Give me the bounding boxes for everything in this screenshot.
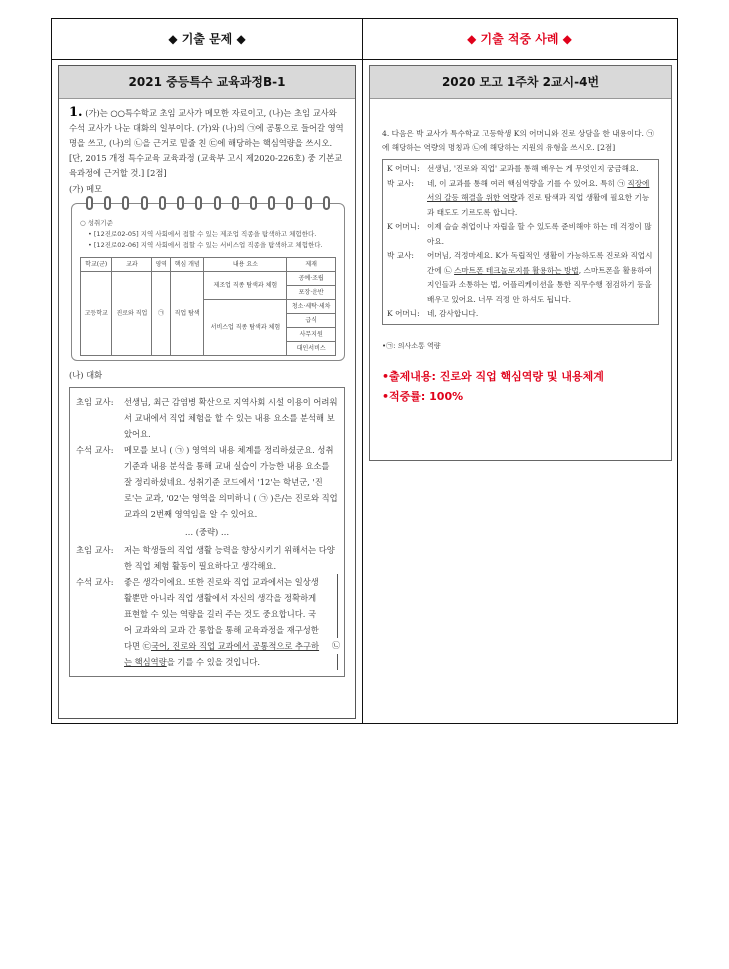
utterance: 선생님, '진로와 직업' 교과를 통해 배우는 게 무엇인지 궁금해요. — [427, 164, 639, 173]
ring-icon — [286, 196, 293, 210]
table-cell-topic: 포장·운반 — [287, 286, 336, 300]
table-cell-school: 고등학교 — [81, 272, 112, 356]
table-cell-topic: 공예·조립 — [287, 272, 336, 286]
memo-label: (가) 메모 — [69, 184, 103, 194]
table-cell-topic: 대인서비스 — [287, 342, 336, 356]
utterance-text: 좋은 생각이에요. 또한 진로와 직업 교과에서는 일상생활뿐만 아니라 직업 생활에서 자신의 생각을 정확하게 표현할 수 있는 역량을 길러 주는 것도 중요합니다. 국어 교과와의 교과 간 통합을 통해 교육과정을 재구성한다면 ㉢ — [124, 577, 319, 651]
content-system-table — [80, 257, 336, 356]
ring-icon — [250, 196, 257, 210]
consultation-dialog — [382, 159, 659, 325]
past-exam-panel — [58, 65, 356, 719]
hit-case-panel — [369, 65, 672, 461]
table-cell-concept: 직업 탐색 — [170, 272, 204, 356]
utterance: 메모를 보니 ( ㉠ ) 영역의 내용 체계를 정리하셨군요. 성취기준과 내용 분석을 통해 교내 실습이 가능한 내용 요소를 잘 정리하셨네요. 성취기준 코드에서 '12'는 학년군, '진로'는 교과, '02'는 영역을 의미하니 ( ㉠ )은/는 진로와 직업 교과의 2번째 영역임을 알 수 있어요. — [124, 445, 338, 519]
dialog-turn — [387, 177, 654, 221]
ring-icon — [232, 196, 239, 210]
dialog-box — [69, 387, 345, 677]
table-header: 영역 — [152, 258, 170, 272]
speaker: 초임 교사: — [76, 397, 114, 407]
header-past-exam: ◆ 기출 문제 ◆ — [168, 32, 246, 46]
bracket-mark: ㉡ — [332, 638, 340, 654]
ring-icon — [104, 196, 111, 210]
utterance-text: 네, 이 교과를 통해 여러 핵심역량을 기를 수 있어요. 특히 ㉠ — [427, 178, 628, 188]
table-header: 내용 요소 — [204, 258, 287, 272]
question-text: (가)는 ○○특수학교 초임 교사가 메모한 자료이고, (나)는 초임 교사와 수석 교사가 나눈 대화의 일부이다. (가)와 (나)의 ㉠에 공통으로 들어갈 영역명을 쓰고, (나)의 ㉡을 근거로 밑줄 친 ㉢에 해당하는 핵심역량을 쓰시오. [단, 2015 개정 특수교육 교육과정 (교육부 고시 제2020-226호) 중 기본교육과정에 근거할 것.] [2점] — [69, 108, 344, 178]
speaker: 박 교사: — [387, 178, 414, 188]
memo-notebook — [71, 203, 345, 361]
header-hit-case: ◆ 기출 적중 사례 ◆ — [467, 32, 572, 46]
utterance-text: , 스마트폰을 활용하여 지인들과 소통하는 법, 어플리케이션을 통한 직무수행 점검하기 등을 배우고 있어요. 너무 걱정 안 하셔도 됩니다. — [427, 265, 652, 304]
answer-note: •㉠: 의사소통 역량 — [382, 341, 441, 350]
ring-icon — [214, 196, 221, 210]
memo-item: • [12진로02-06] 지역 사회에서 접할 수 있는 서비스업 직종을 탐색하고 체험한다. — [88, 241, 323, 249]
table-header: 학교(군) — [81, 258, 112, 272]
table-cell-area: ㉠ — [152, 272, 170, 356]
hit-rate-note: •적중률: 100% — [382, 389, 464, 403]
speaker: 박 교사: — [387, 251, 414, 260]
underlined-text: 스마트폰 테크놀로지를 활용하는 방법 — [454, 265, 579, 275]
dialog-turn — [76, 394, 338, 442]
table-header: 제재 — [287, 258, 336, 272]
speaker: K 어머니: — [387, 309, 420, 318]
table-cell-topic: 청소·세탁·세차 — [287, 300, 336, 314]
utterance — [124, 574, 338, 670]
dialog-turn — [76, 542, 338, 574]
utterance-text: 을 기를 수 있을 것입니다. — [166, 657, 261, 667]
dialog-turn — [387, 162, 654, 177]
utterance: 선생님, 최근 감염병 확산으로 지역사회 시설 이용이 어려워서 교내에서 직업 체험을 할 수 있는 내용 요소를 분석해 보았어요. — [124, 397, 338, 439]
ring-icon — [268, 196, 275, 210]
ring-icon — [177, 196, 184, 210]
memo-item: • [12진로02-05] 지역 사회에서 접할 수 있는 제조업 직종을 탐색하고 체험한다. — [88, 230, 317, 238]
ring-icon — [159, 196, 166, 210]
ellipsis: … (중략) … — [184, 527, 230, 537]
column-divider — [362, 19, 363, 723]
speaker: K 어머니: — [387, 222, 420, 231]
ring-icon — [122, 196, 129, 210]
dialog-turn — [387, 307, 654, 322]
table-cell-element: 서비스업 직종 탐색과 체험 — [204, 300, 287, 356]
underlined-text: 국어, 진로와 직업 교과에서 공통적으로 추구하는 핵심역량 — [124, 641, 320, 667]
past-exam-title: 2021 중등특수 교육과정B-1 — [59, 66, 355, 99]
exam-content-note: •출제내용: 진로와 직업 핵심역량 및 내용체계 — [382, 369, 604, 383]
memo-heading: ○ 성취기준 — [80, 219, 113, 227]
mock-question-text: 4. 다음은 박 교사가 특수학교 고등학생 K의 어머니와 진로 상담을 한 내용이다. ㉠에 해당하는 역량의 명칭과 ㉡에 해당하는 지원의 유형을 쓰시오. [2점] — [382, 129, 654, 152]
ring-icon — [195, 196, 202, 210]
ring-icon — [86, 196, 93, 210]
speaker: 초임 교사: — [76, 545, 114, 555]
underlined-text: 직장에서의 갈등 해결을 위한 역량 — [427, 178, 650, 202]
utterance — [427, 249, 654, 307]
ring-icon — [323, 196, 330, 210]
notebook-rings — [86, 196, 330, 212]
ring-icon — [305, 196, 312, 210]
memo-content — [80, 218, 336, 356]
utterance-text: 어머님, 걱정마세요. K가 독립적인 생활이 가능하도록 진로와 직업시간에 ㉡ — [427, 251, 653, 275]
table-header: 교과 — [112, 258, 152, 272]
utterance: 저는 학생들의 직업 생활 능력을 향상시키기 위해서는 다양한 직업 체험 활동이 필요하다고 생각해요. — [124, 545, 335, 571]
dialog-label: (나) 대화 — [69, 370, 103, 380]
comparison-table — [51, 18, 678, 724]
utterance: 이제 슬슬 취업이나 자립을 할 수 있도록 준비해야 하는 데 걱정이 많아요. — [427, 222, 652, 246]
table-cell-element: 제조업 직종 탐색과 체험 — [204, 272, 287, 300]
question-number: 1. — [69, 105, 83, 120]
table-cell-subject: 진로와 직업 — [112, 272, 152, 356]
utterance — [427, 177, 654, 221]
dialog-turn — [76, 442, 338, 522]
header-row-divider — [52, 59, 677, 60]
utterance-text: 과 진로 탐색과 직업 생활에 필요한 기능과 태도도 기르도록 합니다. — [427, 193, 650, 217]
utterance: 네, 감사합니다. — [427, 309, 479, 318]
dialog-turn — [387, 220, 654, 249]
dialog-turn — [76, 574, 338, 670]
ring-icon — [141, 196, 148, 210]
table-cell-topic: 사무지원 — [287, 328, 336, 342]
question-block — [59, 105, 355, 181]
speaker: 수석 교사: — [76, 445, 114, 455]
table-header: 핵심 개념 — [170, 258, 204, 272]
speaker: K 어머니: — [387, 164, 420, 173]
dialog-turn — [387, 249, 654, 307]
speaker: 수석 교사: — [76, 577, 114, 587]
hit-case-title: 2020 모고 1주차 2교시-4번 — [370, 66, 671, 99]
table-cell-topic: 급식 — [287, 314, 336, 328]
